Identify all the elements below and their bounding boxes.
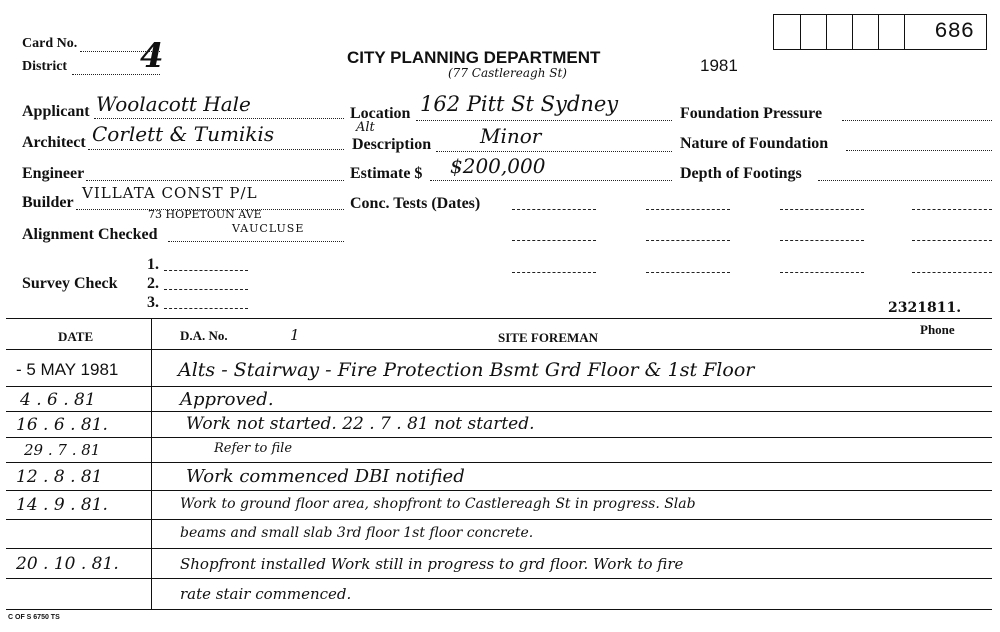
department-title: CITY PLANNING DEPARTMENT xyxy=(347,48,601,67)
da-label: D.A. No. xyxy=(180,328,228,343)
card-number: 686 xyxy=(934,19,974,44)
builder-address-1: 73 HOPETOUN AVE xyxy=(148,208,262,221)
row-4-date: 29 . 7 . 81 xyxy=(24,441,101,459)
da-value: 1 xyxy=(290,326,300,344)
survey-label: Survey Check xyxy=(22,275,118,292)
row-1-date: - 5 MAY 1981 xyxy=(16,360,119,379)
description-value: Minor xyxy=(480,124,542,148)
site-foreman-label: SITE FOREMAN xyxy=(498,330,599,345)
row-2-date: 4 . 6 . 81 xyxy=(20,390,96,410)
conc-tests-label: Conc. Tests (Dates) xyxy=(350,195,481,212)
department-subtitle: (77 Castlereagh St) xyxy=(448,66,567,80)
estimate-value: $200,000 xyxy=(450,154,546,178)
row-3-text: Work not started. 22 . 7 . 81 not started. xyxy=(186,414,535,434)
architect-label: Architect xyxy=(22,134,86,151)
survey-2: 2. xyxy=(147,275,159,292)
survey-3: 3. xyxy=(147,294,159,311)
row-9-text: rate stair commenced. xyxy=(180,585,352,603)
row-3-date: 16 . 6 . 81. xyxy=(16,415,108,435)
district-value: 4 xyxy=(140,36,164,76)
engineer-label: Engineer xyxy=(22,165,85,182)
card-number-boxes xyxy=(773,14,987,50)
survey-1: 1. xyxy=(147,256,159,273)
row-5-text: Work commenced DBI notified xyxy=(186,466,465,487)
estimate-label: Estimate $ xyxy=(350,165,423,182)
depth-of-footings-label: Depth of Footings xyxy=(680,165,802,182)
architect-value: Corlett & Tumikis xyxy=(92,122,275,146)
date-header: DATE xyxy=(58,329,94,344)
row-1-text: Alts - Stairway - Fire Protection Bsmt Grd Floor & 1st Floor xyxy=(178,359,755,381)
row-7-text: beams and small slab 3rd floor 1st floor concrete. xyxy=(180,525,534,541)
phone-number: 2321811. xyxy=(888,300,962,316)
description-margin: Alt xyxy=(356,120,375,135)
foundation-pressure-label: Foundation Pressure xyxy=(680,105,823,122)
row-5-date: 12 . 8 . 81 xyxy=(16,467,103,487)
row-8-date: 20 . 10 . 81. xyxy=(16,554,119,574)
row-6-text: Work to ground floor area, shopfront to Castlereagh St in progress. Slab xyxy=(180,496,696,512)
applicant-label: Applicant xyxy=(22,103,90,120)
location-value: 162 Pitt St Sydney xyxy=(420,92,619,116)
district-label: District xyxy=(22,59,68,74)
builder-value: VILLATA CONST P/L xyxy=(82,184,258,202)
row-4-text: Refer to file xyxy=(214,441,293,456)
alignment-label: Alignment Checked xyxy=(22,226,158,243)
nature-of-foundation-label: Nature of Foundation xyxy=(680,135,829,152)
row-2-text: Approved. xyxy=(180,389,274,410)
applicant-value: Woolacott Hale xyxy=(96,92,251,116)
row-8-text: Shopfront installed Work still in progress to grd floor. Work to fire xyxy=(180,555,684,573)
builder-address-2: VAUCLUSE xyxy=(232,222,305,235)
form-code: C OF S 6750 TS xyxy=(8,614,60,621)
card-no-label: Card No. xyxy=(22,36,78,51)
year: 1981 xyxy=(700,56,738,75)
builder-label: Builder xyxy=(22,194,74,211)
row-6-date: 14 . 9 . 81. xyxy=(16,495,108,515)
description-label: Description xyxy=(352,136,432,153)
phone-label: Phone xyxy=(920,322,955,337)
location-label: Location xyxy=(350,105,411,122)
